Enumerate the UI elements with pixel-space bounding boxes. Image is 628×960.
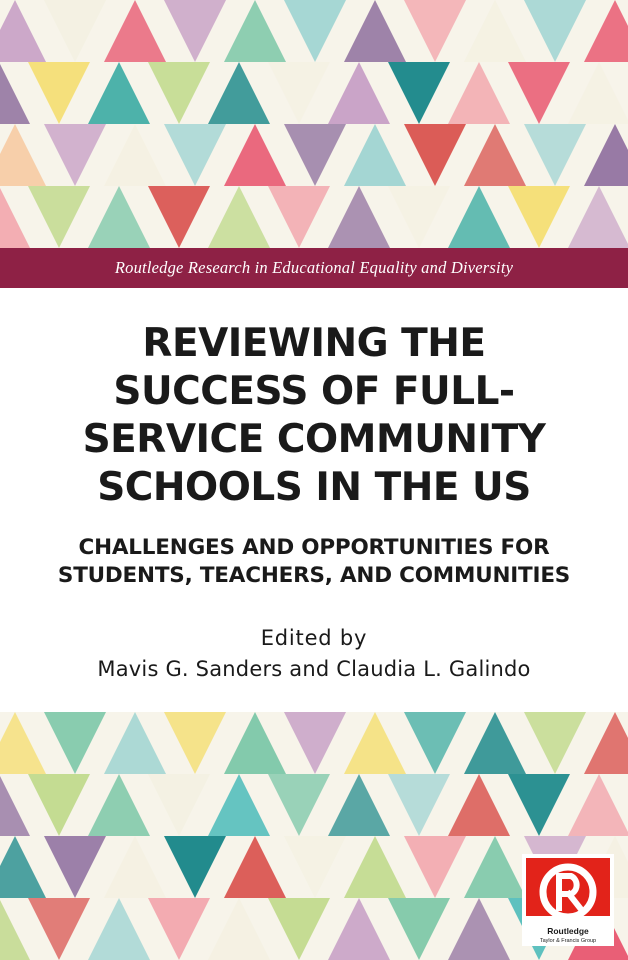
triangle-tile: [164, 836, 226, 898]
triangle-tile: [284, 712, 346, 774]
triangle-tile: [568, 186, 628, 248]
triangle-tile: [208, 62, 270, 124]
triangle-tile: [268, 186, 330, 248]
triangle-tile: [0, 898, 30, 960]
triangle-tile: [208, 186, 270, 248]
book-title: REVIEWING THE SUCCESS OF FULL-SERVICE COMMUNITY SCHOOLS IN THE US: [82, 321, 546, 510]
triangle-tile: [104, 836, 166, 898]
triangle-tile: [88, 186, 150, 248]
triangle-tile: [44, 124, 106, 186]
triangle-tile: [268, 62, 330, 124]
triangle-tile: [584, 0, 628, 62]
triangle-tile: [464, 124, 526, 186]
triangle-tile: [388, 898, 450, 960]
triangle-tile: [268, 898, 330, 960]
triangle-tile: [328, 62, 390, 124]
triangle-tile: [524, 0, 586, 62]
triangle-row: [0, 186, 628, 248]
triangle-row: [0, 0, 628, 62]
triangle-tile: [104, 124, 166, 186]
triangle-tile: [284, 0, 346, 62]
triangle-tile: [328, 186, 390, 248]
triangle-tile: [44, 836, 106, 898]
triangle-tile: [224, 0, 286, 62]
triangle-row: [0, 712, 628, 774]
triangle-tile: [44, 0, 106, 62]
triangle-tile: [0, 712, 46, 774]
routledge-logo-icon: [522, 854, 614, 946]
editors-names: Mavis G. Sanders and Claudia L. Galindo: [97, 656, 531, 681]
triangle-tile: [28, 774, 90, 836]
triangle-tile: [524, 124, 586, 186]
triangle-tile: [104, 712, 166, 774]
triangle-tile: [0, 836, 46, 898]
triangle-tile: [448, 898, 510, 960]
cover-text-area: [0, 288, 628, 712]
triangle-tile: [88, 898, 150, 960]
triangle-tile: [404, 836, 466, 898]
triangle-tile: [388, 62, 450, 124]
triangle-tile: [224, 712, 286, 774]
triangle-tile: [164, 712, 226, 774]
triangle-tile: [148, 62, 210, 124]
triangle-tile: [208, 774, 270, 836]
triangle-tile: [284, 836, 346, 898]
triangle-tile: [284, 124, 346, 186]
triangle-tile: [0, 62, 30, 124]
triangle-row: [0, 124, 628, 186]
triangle-tile: [508, 62, 570, 124]
triangle-tile: [508, 186, 570, 248]
triangle-tile: [224, 124, 286, 186]
triangle-tile: [448, 62, 510, 124]
book-subtitle: CHALLENGES AND OPPORTUNITIES FOR STUDENTS, TEACHERS, AND COMMUNITIES: [57, 534, 571, 588]
triangle-tile: [0, 0, 46, 62]
triangle-tile: [344, 836, 406, 898]
triangle-tile: [584, 712, 628, 774]
routledge-logo: [522, 854, 614, 946]
triangle-tile: [44, 712, 106, 774]
triangle-tile: [88, 62, 150, 124]
triangle-tile: [328, 774, 390, 836]
triangle-row: [0, 62, 628, 124]
triangle-tile: [164, 124, 226, 186]
triangle-tile: [104, 0, 166, 62]
series-banner: [0, 248, 628, 288]
triangle-tile: [524, 712, 586, 774]
triangle-tile: [164, 0, 226, 62]
triangle-tile: [464, 836, 526, 898]
triangle-tile: [388, 774, 450, 836]
triangle-tile: [148, 774, 210, 836]
triangle-tile: [148, 186, 210, 248]
triangle-tile: [568, 774, 628, 836]
triangle-tile: [508, 774, 570, 836]
triangle-tile: [404, 712, 466, 774]
series-banner-text: Routledge Research in Educational Equality and Diversity: [114, 258, 514, 277]
triangle-tile: [404, 0, 466, 62]
triangle-tile: [0, 124, 46, 186]
edited-by-label: Edited by: [260, 625, 368, 650]
triangle-tile: [0, 774, 30, 836]
triangle-tile: [464, 0, 526, 62]
triangle-tile: [388, 186, 450, 248]
svg-text:Routledge: Routledge: [547, 926, 589, 936]
triangle-tile: [448, 774, 510, 836]
triangle-tile: [404, 124, 466, 186]
triangle-tile: [584, 124, 628, 186]
triangle-tile: [568, 62, 628, 124]
triangle-tile: [448, 186, 510, 248]
triangle-tile: [28, 186, 90, 248]
triangle-tile: [208, 898, 270, 960]
triangle-tile: [328, 898, 390, 960]
svg-text:Taylor & Francis Group: Taylor & Francis Group: [539, 938, 597, 944]
triangle-tile: [344, 712, 406, 774]
triangle-tile: [0, 186, 30, 248]
triangle-row: [0, 774, 628, 836]
triangle-tile: [224, 836, 286, 898]
triangle-tile: [28, 62, 90, 124]
triangle-tile: [28, 898, 90, 960]
triangle-tile: [464, 712, 526, 774]
triangle-tile: [344, 0, 406, 62]
cover-artwork-top: [0, 0, 628, 248]
triangle-tile: [268, 774, 330, 836]
triangle-tile: [344, 124, 406, 186]
triangle-tile: [148, 898, 210, 960]
triangle-tile: [88, 774, 150, 836]
